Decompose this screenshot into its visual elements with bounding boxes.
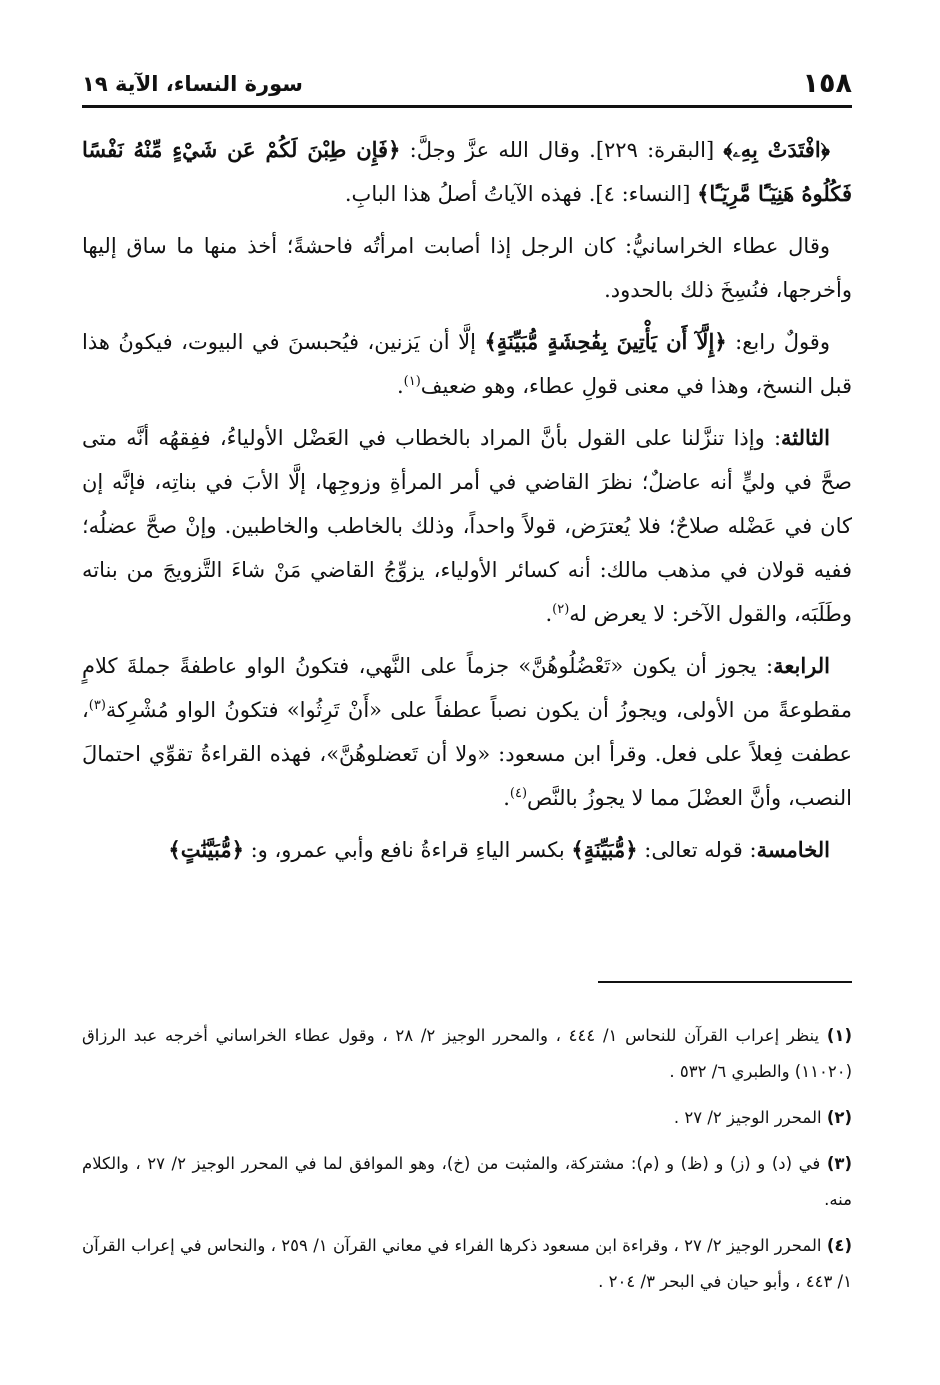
footnote-number: (١) xyxy=(826,1026,852,1045)
footnote-reference: (١) xyxy=(403,374,421,389)
paragraph-text: . xyxy=(396,374,404,398)
page-number: ١٥٨ xyxy=(802,68,852,99)
footnote-reference: (٤) xyxy=(509,786,528,801)
section-lead: الثالثة xyxy=(781,425,830,450)
quran-quote: ﴿افْتَدَتْ بِهِۦ﴾ xyxy=(723,137,830,162)
paragraph-text: إلَّا أن يَزنين، فيُحبسنَ في البيوت، فيكونُ هذا قبل النسخ، وهذا في معنى قولِ عطاء، وهو ضعيف xyxy=(82,330,852,398)
footnote xyxy=(82,1228,852,1300)
paragraph-text: : قوله تعالى: xyxy=(637,838,757,862)
quran-quote: ﴿مُّبَيِّنَةٍ﴾ xyxy=(571,837,638,862)
footnote-text: في (د) و (ز) و (ظ) و (م): مشتركة، والمثبت من (خ)، وهو الموافق لما في المحرر الوجيز ٢/ ٢٧ ، والكلام منه. xyxy=(82,1154,852,1209)
section-lead: الرابعة xyxy=(773,653,830,678)
paragraph-text: وقال عطاء الخراسانيُّ: كان الرجل إذا أصابت امرأتُه فاحشةً؛ أخذ منها ما ساق إليها وأخرجها، فنُسِخَ ذلك بالحدود. xyxy=(82,234,852,302)
paragraph-text: [البقرة: ٢٢٩]. وقال الله عزَّ وجلَّ: xyxy=(400,138,724,162)
page-header xyxy=(82,68,852,102)
paragraph-text: : وإذا تنزَّلنا على القول بأنَّ المراد بالخطاب في العَضْل الأولياءُ، ففِقهُه أنَّه متى صحَّ في وليٍّ أنه عاضلٌ؛ نظرَ القاضي في أمر المرأةِ وزوجِها، إلَّا الأبَ في بناتِه، فإنَّه إن كان في عَضْله صلاحٌ؛ فلا يُعترَض، قولاً واحداً، وذلك بالخاطب والخاطبين. وإنْ صحَّ عضلُه؛ ففيه قولان في مذهب مالك: أنه كسائر الأولياء، يزوِّجُ القاضي مَنْ شاءَ التَّزويجَ من بناته وطَلَبَه، والقول الآخر: لا يعرض له xyxy=(82,426,852,626)
paragraph xyxy=(82,128,852,216)
footnote-reference: (٢) xyxy=(552,602,570,617)
footnote xyxy=(82,1146,852,1218)
paragraph-text: : يجوز أن يكون «تَعْضُلُوهُنَّ» جزماً على النَّهي، فتكونُ الواو عاطفةً جملةَ كلامٍ مقطوعةً من الأولى، ويجوزُ أن يكون نصباً عطفاً على «أَنْ تَرِثُوا» فتكونُ الواو مُشْرِكة xyxy=(82,654,852,722)
footnote-text: ينظر إعراب القرآن للنحاس ١/ ٤٤٤ ، والمحرر الوجيز ٢/ ٢٨ ، وقول عطاء الخراساني أخرجه عبد الرزاق (١١٠٢٠) والطبري ٦/ ٥٣٢ . xyxy=(82,1026,852,1081)
quran-quote: ﴿فَإِن طِبْنَ لَكُمْ عَن شَيْءٍ مِّنْهُ نَفْسًا فَكُلُوهُ هَنِيٓـًٔا مَّرِيٓـًٔا﴾ xyxy=(82,137,852,206)
footnote xyxy=(82,1100,852,1136)
paragraph-text: ، عطفت فِعلاً على فعل. وقرأ ابن مسعود: «ولا أن تَعضلوهُنَّ»، فهذه القراءةُ تقوِّي احتمالَ النصب، وأنَّ العضْلَ مما لا يجوزُ بالنَّص xyxy=(82,698,852,810)
paragraph xyxy=(82,224,852,312)
paragraph xyxy=(82,828,852,872)
header-divider xyxy=(82,105,852,108)
footnote-reference: (٣) xyxy=(88,698,106,713)
footnotes xyxy=(82,1018,852,1310)
section-lead: الخامسة xyxy=(756,837,830,862)
footnote xyxy=(82,1018,852,1090)
quran-quote: ﴿إِلَّآ أَن يَأْتِينَ بِفَٰحِشَةٍ مُّبَيِّنَةٍ﴾ xyxy=(484,329,727,354)
paragraph-text: وقولٌ رابع: xyxy=(726,330,830,354)
paragraph-text: [النساء: ٤]. فهذه الآياتُ أصلُ هذا البابِ. xyxy=(344,182,698,206)
footnote-number: (٢) xyxy=(826,1108,852,1127)
running-title: سورة النساء، الآية ١٩ xyxy=(82,72,303,96)
paragraph xyxy=(82,320,852,408)
paragraph xyxy=(82,416,852,636)
footnote-text: المحرر الوجيز ٢/ ٢٧ . xyxy=(673,1108,822,1127)
footnote-text: المحرر الوجيز ٢/ ٢٧ ، وقراءة ابن مسعود ذكرها الفراء في معاني القرآن ١/ ٢٥٩ ، والنحاس في إعراب القرآن ١/ ٤٤٣ ، وأبو حيان في البحر ٣/ ٢٠٤ . xyxy=(82,1236,852,1291)
paragraph-text: بكسر الياءِ قراءةُ نافع وأبي عمرو، و: xyxy=(243,838,572,862)
quran-quote: ﴿مُّبَيَّنَٰتٍ﴾ xyxy=(168,837,244,862)
footnote-divider xyxy=(598,981,852,983)
footnote-number: (٤) xyxy=(826,1236,852,1255)
paragraph xyxy=(82,644,852,820)
paragraph-text: . xyxy=(503,786,510,810)
main-text xyxy=(82,128,852,880)
paragraph-text: . xyxy=(545,602,553,626)
footnote-number: (٣) xyxy=(826,1154,852,1173)
